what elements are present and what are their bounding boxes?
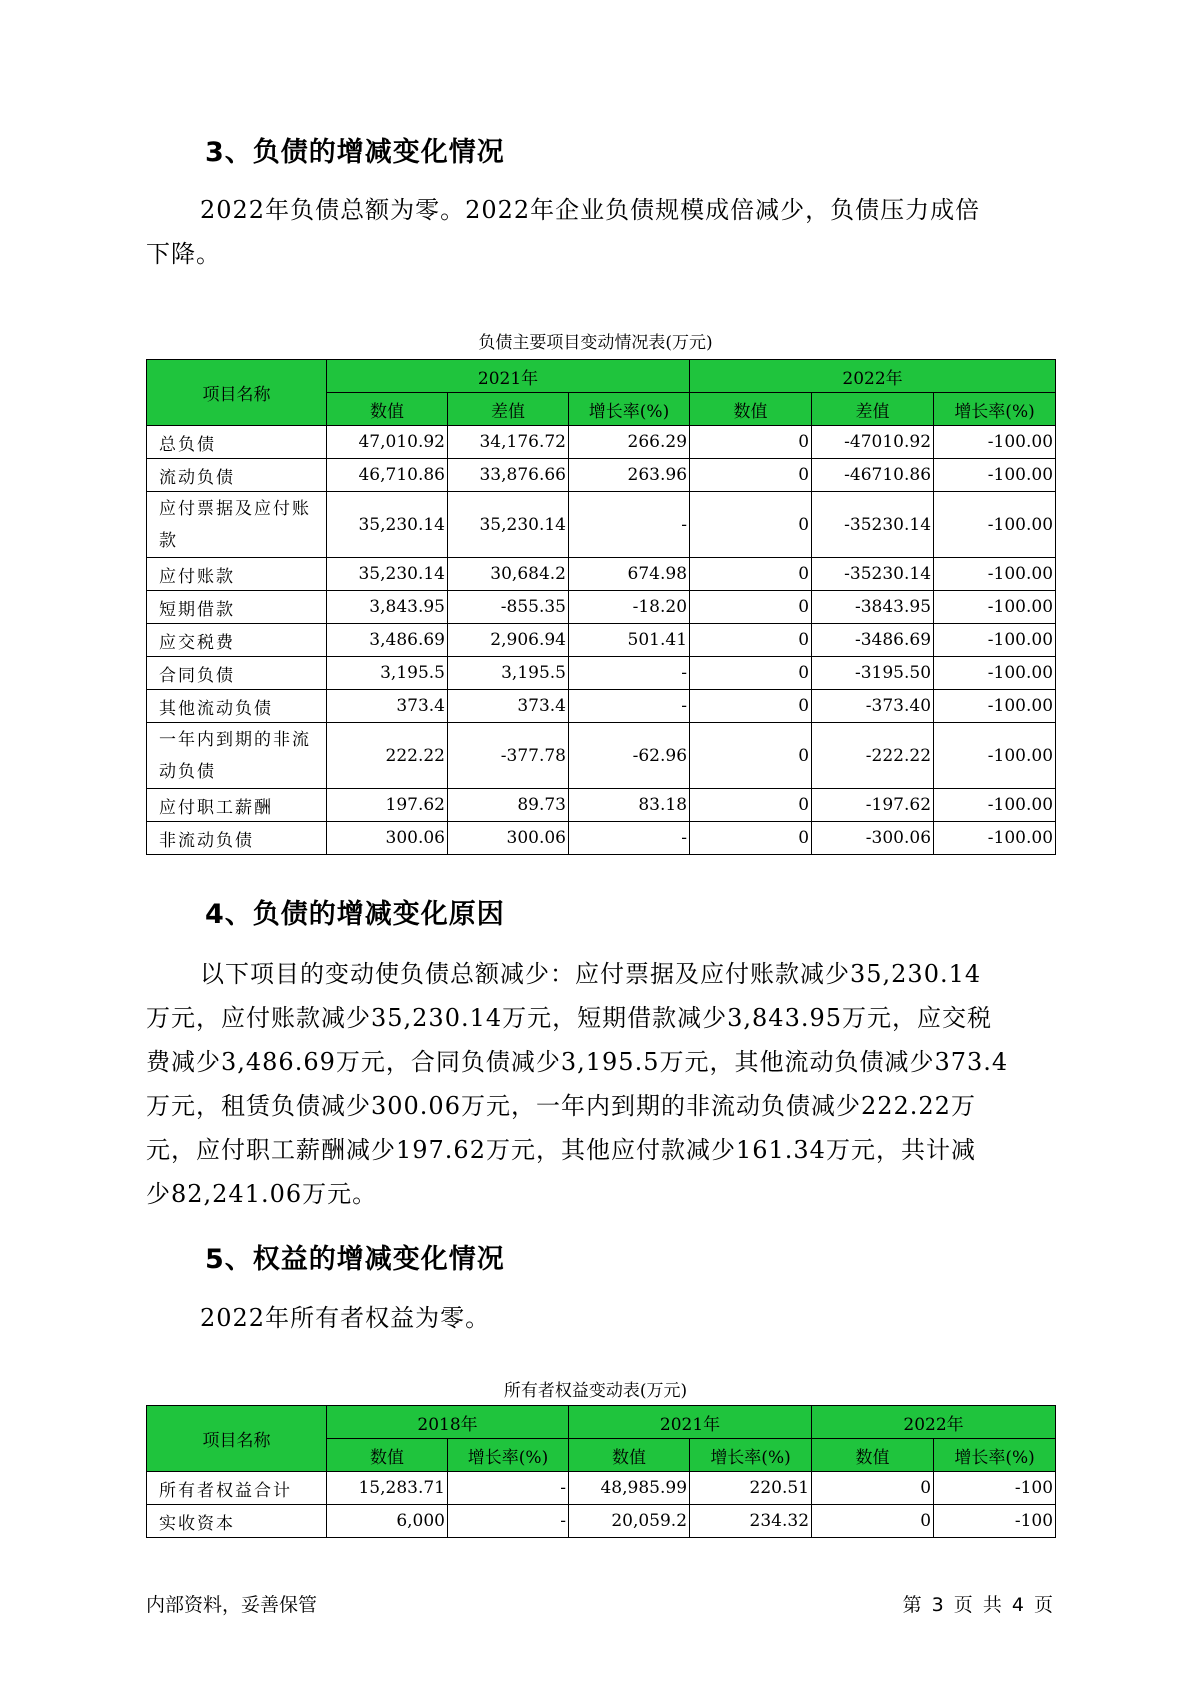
cell: 46,710.86: [327, 459, 448, 492]
section-5-paragraph: 2022年所有者权益为零。: [200, 1304, 491, 1332]
cell: 197.62: [327, 789, 448, 822]
cell: -100.00: [934, 558, 1056, 591]
liability-subheader-diff: 差值: [812, 393, 934, 426]
table-row: [147, 591, 1056, 624]
cell: -100.00: [934, 459, 1056, 492]
section-4-paragraph-line: 元，应付职工薪酬减少197.62万元，其他应付款减少161.34万元，共计减: [146, 1136, 976, 1164]
cell: 34,176.72: [448, 426, 569, 459]
cell: -62.96: [569, 723, 690, 789]
liability-subheader-growth: 增长率(%): [569, 393, 690, 426]
liability-subheader-diff: 差值: [448, 393, 569, 426]
equity-subheader-value: 数值: [812, 1439, 934, 1472]
equity-header-year-2018: 2018年: [327, 1406, 569, 1439]
cell: 3,195.5: [327, 657, 448, 690]
cell: 222.22: [327, 723, 448, 789]
table-row: [147, 1505, 1056, 1538]
cell: 0: [690, 789, 812, 822]
cell: -222.22: [812, 723, 934, 789]
row-label: 其他流动负债: [147, 690, 327, 723]
row-label: 一年内到期的非流动负债: [147, 723, 327, 789]
cell: -47010.92: [812, 426, 934, 459]
cell: -: [569, 690, 690, 723]
equity-header-item: 项目名称: [147, 1406, 327, 1472]
liability-subheader-value: 数值: [690, 393, 812, 426]
row-label: 短期借款: [147, 591, 327, 624]
cell: -100.00: [934, 624, 1056, 657]
cell: 373.4: [327, 690, 448, 723]
cell: 263.96: [569, 459, 690, 492]
row-label: 合同负债: [147, 657, 327, 690]
cell: -100.00: [934, 723, 1056, 789]
equity-subheader-value: 数值: [327, 1439, 448, 1472]
cell: -100.00: [934, 492, 1056, 558]
table-row: [147, 624, 1056, 657]
cell: -100: [934, 1472, 1056, 1505]
cell: -18.20: [569, 591, 690, 624]
cell: 0: [690, 492, 812, 558]
equity-header-year-2021: 2021年: [569, 1406, 812, 1439]
cell: -35230.14: [812, 558, 934, 591]
cell: 2,906.94: [448, 624, 569, 657]
cell: 30,684.2: [448, 558, 569, 591]
cell: -: [569, 657, 690, 690]
section-4-paragraph-line: 万元，租赁负债减少300.06万元，一年内到期的非流动负债减少222.22万: [146, 1092, 976, 1120]
cell: 373.4: [448, 690, 569, 723]
cell: 0: [690, 657, 812, 690]
cell: -100: [934, 1505, 1056, 1538]
equity-header-year-2022: 2022年: [812, 1406, 1056, 1439]
equity-table: [146, 1405, 1056, 1538]
cell: 6,000: [327, 1505, 448, 1538]
table-row: [147, 657, 1056, 690]
row-label: 应付票据及应付账款: [147, 492, 327, 558]
section-5-heading: 5、权益的增减变化情况: [205, 1244, 505, 1275]
row-label: 总负债: [147, 426, 327, 459]
cell: 15,283.71: [327, 1472, 448, 1505]
cell: -377.78: [448, 723, 569, 789]
equity-subheader-growth: 增长率(%): [690, 1439, 812, 1472]
cell: 3,195.5: [448, 657, 569, 690]
cell: -3843.95: [812, 591, 934, 624]
row-label: 流动负债: [147, 459, 327, 492]
liability-table-caption: 负债主要项目变动情况表(万元): [478, 333, 713, 353]
cell: 0: [690, 426, 812, 459]
cell: -: [569, 822, 690, 855]
cell: -46710.86: [812, 459, 934, 492]
cell: 83.18: [569, 789, 690, 822]
cell: 266.29: [569, 426, 690, 459]
cell: -100.00: [934, 426, 1056, 459]
table-row: [147, 789, 1056, 822]
table-row: [147, 690, 1056, 723]
cell: 234.32: [690, 1505, 812, 1538]
cell: 35,230.14: [327, 492, 448, 558]
cell: -300.06: [812, 822, 934, 855]
cell: 0: [690, 723, 812, 789]
cell: 48,985.99: [569, 1472, 690, 1505]
cell: -3195.50: [812, 657, 934, 690]
cell: 674.98: [569, 558, 690, 591]
cell: 300.06: [327, 822, 448, 855]
section-4-paragraph-line: 费减少3,486.69万元，合同负债减少3,195.5万元，其他流动负债减少373.4: [146, 1048, 1009, 1076]
cell: 3,486.69: [327, 624, 448, 657]
equity-table-caption: 所有者权益变动表(万元): [503, 1381, 688, 1401]
cell: 0: [690, 459, 812, 492]
row-label: 应付账款: [147, 558, 327, 591]
cell: -855.35: [448, 591, 569, 624]
equity-subheader-growth: 增长率(%): [934, 1439, 1056, 1472]
cell: -: [569, 492, 690, 558]
cell: 35,230.14: [448, 492, 569, 558]
cell: 220.51: [690, 1472, 812, 1505]
cell: -3486.69: [812, 624, 934, 657]
cell: -: [448, 1472, 569, 1505]
section-3-heading: 3、负债的增减变化情况: [205, 137, 505, 168]
cell: -197.62: [812, 789, 934, 822]
cell: 0: [812, 1505, 934, 1538]
table-row: [147, 1472, 1056, 1505]
row-label: 应付职工薪酬: [147, 789, 327, 822]
row-label: 所有者权益合计: [147, 1472, 327, 1505]
cell: 3,843.95: [327, 591, 448, 624]
cell: 501.41: [569, 624, 690, 657]
cell: -100.00: [934, 657, 1056, 690]
cell: 0: [690, 624, 812, 657]
section-4-heading: 4、负债的增减变化原因: [205, 899, 505, 930]
cell: -100.00: [934, 822, 1056, 855]
cell: -100.00: [934, 690, 1056, 723]
cell: 35,230.14: [327, 558, 448, 591]
table-row: [147, 426, 1056, 459]
table-row: [147, 492, 1056, 558]
cell: 0: [690, 690, 812, 723]
liability-table: [146, 359, 1056, 855]
row-label: 非流动负债: [147, 822, 327, 855]
liability-header-year-2021: 2021年: [327, 360, 690, 393]
cell: 89.73: [448, 789, 569, 822]
cell: -35230.14: [812, 492, 934, 558]
row-label: 实收资本: [147, 1505, 327, 1538]
table-row: [147, 459, 1056, 492]
cell: 33,876.66: [448, 459, 569, 492]
cell: -: [448, 1505, 569, 1538]
section-4-paragraph-line: 万元，应付账款减少35,230.14万元，短期借款减少3,843.95万元，应交税: [146, 1004, 993, 1032]
section-4-paragraph-line: 少82,241.06万元。: [146, 1180, 378, 1208]
section-3-paragraph-line-2: 下降。: [146, 240, 221, 268]
cell: 0: [690, 591, 812, 624]
cell: 300.06: [448, 822, 569, 855]
cell: 0: [690, 558, 812, 591]
cell: -100.00: [934, 789, 1056, 822]
cell: 47,010.92: [327, 426, 448, 459]
table-row: [147, 558, 1056, 591]
row-label: 应交税费: [147, 624, 327, 657]
equity-subheader-growth: 增长率(%): [448, 1439, 569, 1472]
cell: 20,059.2: [569, 1505, 690, 1538]
footer-page-number: 第 3 页 共 4 页: [902, 1594, 1055, 1616]
section-4-paragraph-line: 以下项目的变动使负债总额减少：应付票据及应付账款减少35,230.14: [200, 960, 982, 988]
table-row: [147, 822, 1056, 855]
equity-subheader-value: 数值: [569, 1439, 690, 1472]
liability-subheader-value: 数值: [327, 393, 448, 426]
liability-header-year-2022: 2022年: [690, 360, 1056, 393]
cell: 0: [812, 1472, 934, 1505]
liability-header-item: 项目名称: [147, 360, 327, 426]
section-3-paragraph-line-1: 2022年负债总额为零。2022年企业负债规模成倍减少，负债压力成倍: [200, 196, 981, 224]
cell: 0: [690, 822, 812, 855]
liability-subheader-growth: 增长率(%): [934, 393, 1056, 426]
table-row: [147, 723, 1056, 789]
cell: -100.00: [934, 591, 1056, 624]
cell: -373.40: [812, 690, 934, 723]
footer-confidential-note: 内部资料，妥善保管: [146, 1594, 318, 1616]
